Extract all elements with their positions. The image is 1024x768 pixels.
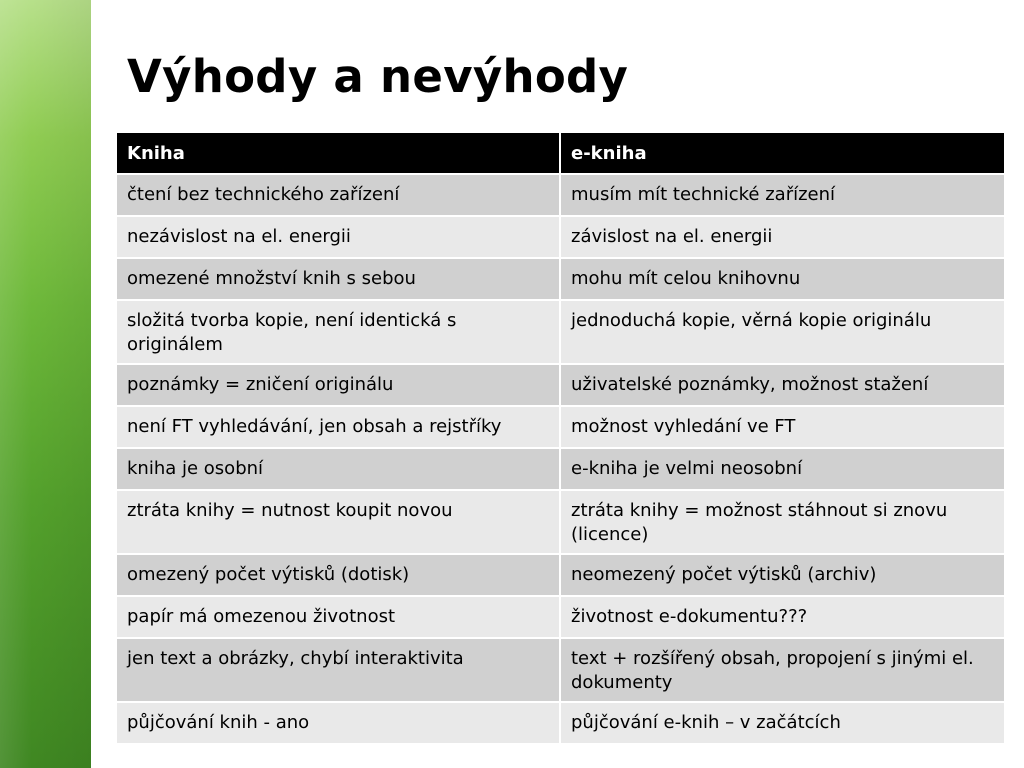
cell-ebook: neomezený počet výtisků (archiv) [560,554,1004,596]
table-row [117,702,1004,744]
cell-book: nezávislost na el. energii [117,216,560,258]
slide-title: Výhody a nevýhody [127,50,629,103]
table-row [117,490,1004,554]
table-header-row [117,133,1004,174]
table-row [117,174,1004,216]
table-row [117,638,1004,702]
decorative-green-sidebar [0,0,91,768]
cell-book: omezený počet výtisků (dotisk) [117,554,560,596]
cell-ebook: jednoduchá kopie, věrná kopie originálu [560,300,1004,364]
cell-ebook: závislost na el. energii [560,216,1004,258]
table-row [117,258,1004,300]
header-e-kniha: e-kniha [560,133,1004,174]
comparison-table [117,133,1004,745]
cell-ebook: mohu mít celou knihovnu [560,258,1004,300]
cell-book: ztráta knihy = nutnost koupit novou [117,490,560,554]
cell-book: jen text a obrázky, chybí interaktivita [117,638,560,702]
cell-ebook: e-kniha je velmi neosobní [560,448,1004,490]
cell-ebook: možnost vyhledání ve FT [560,406,1004,448]
table-row [117,596,1004,638]
cell-book: čtení bez technického zařízení [117,174,560,216]
cell-book: půjčování knih - ano [117,702,560,744]
cell-book: není FT vyhledávání, jen obsah a rejstříky [117,406,560,448]
cell-ebook: ztráta knihy = možnost stáhnout si znovu (licence) [560,490,1004,554]
cell-ebook: text + rozšířený obsah, propojení s jinými el. dokumenty [560,638,1004,702]
table-row [117,364,1004,406]
cell-book: poznámky = zničení originálu [117,364,560,406]
cell-ebook: půjčování e-knih – v začátcích [560,702,1004,744]
cell-ebook: životnost e-dokumentu??? [560,596,1004,638]
cell-book: papír má omezenou životnost [117,596,560,638]
table-row [117,300,1004,364]
table-row [117,448,1004,490]
cell-book: omezené množství knih s sebou [117,258,560,300]
cell-book: kniha je osobní [117,448,560,490]
cell-book: složitá tvorba kopie, není identická s originálem [117,300,560,364]
header-kniha: Kniha [117,133,560,174]
cell-ebook: musím mít technické zařízení [560,174,1004,216]
table-row [117,216,1004,258]
table-row [117,554,1004,596]
cell-ebook: uživatelské poznámky, možnost stažení [560,364,1004,406]
table-row [117,406,1004,448]
